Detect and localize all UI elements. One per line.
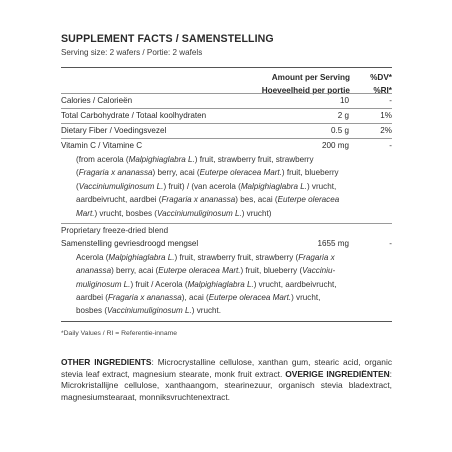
description-line: [76, 278, 392, 291]
vitamin-c-source: [61, 153, 392, 220]
description-text: aardbeivrucht, aardbei (: [76, 195, 162, 205]
nutrient-row-calories: [61, 93, 392, 108]
description-line: [76, 166, 392, 179]
nutrient-dv: 1%: [380, 111, 392, 120]
latin-name: Vacciniumuliginosum L.: [156, 208, 242, 218]
latin-name: Euterpe oleracea Mart.: [199, 168, 282, 178]
latin-name: ananassa: [76, 266, 112, 276]
nutrient-row-fiber: [61, 123, 392, 138]
blend-section: [61, 223, 392, 318]
nutrient-amount: 0.5 g: [330, 126, 349, 135]
description-line: [76, 193, 392, 206]
dv-header-en: %DV*: [370, 73, 392, 82]
description-text: ) vrucht.: [191, 306, 222, 316]
bottom-rule: [61, 321, 392, 322]
other-ingredients: [61, 357, 392, 404]
latin-name: Euterpe oleracea: [277, 195, 340, 205]
serving-size: Serving size: 2 wafers / Portie: 2 wafels: [61, 48, 203, 57]
dv-header-nl: %RI*: [373, 86, 392, 95]
amount-header-en: Amount per Serving: [271, 73, 350, 82]
latin-name: Fragaria x ananassa: [107, 293, 182, 303]
latin-name: Fragaria x ananassa: [161, 195, 236, 205]
description-line: [76, 153, 392, 166]
latin-name: Malpighiaglabra L.: [240, 181, 307, 191]
latin-name: Malpighiaglabra L.: [187, 279, 254, 289]
description-text: Acerola (: [76, 252, 109, 262]
description-line: [76, 291, 392, 304]
blend-dv: -: [389, 239, 392, 249]
nutrient-row-carbohydrate: [61, 108, 392, 123]
nutrient-dv: 2%: [380, 126, 392, 135]
description-text: aardbei (: [76, 293, 108, 303]
panel-title: SUPPLEMENT FACTS / SAMENSTELLING: [61, 33, 274, 45]
other-ingredients-text: : Microcrystalline cellulose, xanthan gum, stearic acid, organic stevia leaf extract, magnesium stearate, monk fruit extract.: [61, 356, 393, 379]
latin-name: Vacciniu-: [302, 266, 336, 276]
overige-ingredienten-text: : Microkristallijne cellulose, xanthaangom, stearinezuur, organisch stevia bladextract, magnesiumstearaat, monniksvruchtenextract.: [61, 368, 392, 403]
latin-name: Vacciniumuliginosum L.: [107, 306, 192, 316]
description-line: [76, 207, 392, 220]
description-text: ) vrucht,: [291, 293, 321, 303]
description-text: ) fruit, blueberry: [281, 168, 339, 178]
blend-label-nl: Samenstelling gevriesdroogd mengsel: [61, 239, 199, 249]
table-header: [61, 68, 392, 93]
description-text: ) bes, acai (: [235, 195, 278, 205]
blend-ingredients: [61, 251, 392, 318]
nutrient-label: Total Carbohydrate / Totaal koolhydraten: [61, 111, 207, 120]
description-text: ) vrucht,: [306, 181, 337, 191]
nutrient-dv: -: [389, 141, 392, 150]
description-text: bosbes (: [76, 306, 108, 316]
description-text: ) berry, acai (: [152, 168, 200, 178]
latin-name: Malpighiaglabra L.: [128, 155, 195, 164]
description-text: (: [76, 168, 79, 178]
latin-name: Fragaria x ananassa: [78, 168, 153, 178]
latin-name: Euterpe oleracea Mart.: [158, 266, 241, 276]
latin-name: Vacciniumuliginosum L.: [78, 181, 164, 191]
vitamin-c-section: [61, 138, 392, 220]
description-text: ) fruit, strawberry fruit, strawberry: [194, 155, 314, 164]
description-text: ) vrucht): [241, 208, 272, 218]
nutrient-label: Vitamin C / Vitamine C: [61, 141, 143, 150]
overige-ingredienten-heading: OVERIGE INGREDIËNTEN: [285, 368, 390, 379]
latin-name: muliginosum L.: [76, 279, 131, 289]
description-text: ) vrucht, bosbes (: [94, 208, 157, 218]
other-ingredients-heading: OTHER INGREDIENTS: [61, 356, 152, 367]
description-line: [76, 264, 392, 277]
description-text: ) fruit) / (van acerola (: [163, 181, 241, 191]
nutrient-amount: 200 mg: [322, 141, 349, 150]
latin-name: Fragaria x: [298, 252, 335, 262]
amount-header-nl: Hoeveelheid per portie: [261, 86, 350, 95]
description-text: ), acai (: [181, 293, 209, 303]
blend-row: [61, 237, 392, 250]
description-text: (from acerola (: [76, 155, 129, 164]
description-line: [76, 180, 392, 193]
description-text: ) fruit / Acerola (: [130, 279, 188, 289]
nutrient-amount: 2 g: [337, 111, 349, 120]
description-line: [76, 304, 392, 317]
latin-name: Euterpe oleracea Mart.: [208, 293, 292, 303]
blend-label-en: Proprietary freeze-dried blend: [61, 226, 169, 236]
description-line: [76, 251, 392, 264]
nutrient-dv: -: [389, 96, 392, 105]
nutrient-label: Dietary Fiber / Voedingsvezel: [61, 126, 167, 135]
description-text: ) fruit, strawberry fruit, strawberry (: [174, 252, 299, 262]
description-text: (: [76, 181, 79, 191]
nutrient-row-vitamin-c: [61, 139, 392, 153]
description-text: ) berry, acai (: [111, 266, 159, 276]
nutrient-label: Calories / Calorieën: [61, 96, 133, 105]
latin-name: Mart.: [76, 208, 95, 218]
footnote: *Daily Values / RI = Referentie-inname: [61, 329, 178, 337]
description-text: ) vrucht, aardbeivrucht,: [253, 279, 337, 289]
supplement-facts-panel: [61, 33, 392, 404]
nutrient-amount: 10: [339, 96, 349, 105]
latin-name: Malpighiaglabra L.: [108, 252, 175, 262]
description-text: ) fruit, blueberry (: [240, 266, 303, 276]
blend-amount: 1655 mg: [317, 239, 349, 249]
